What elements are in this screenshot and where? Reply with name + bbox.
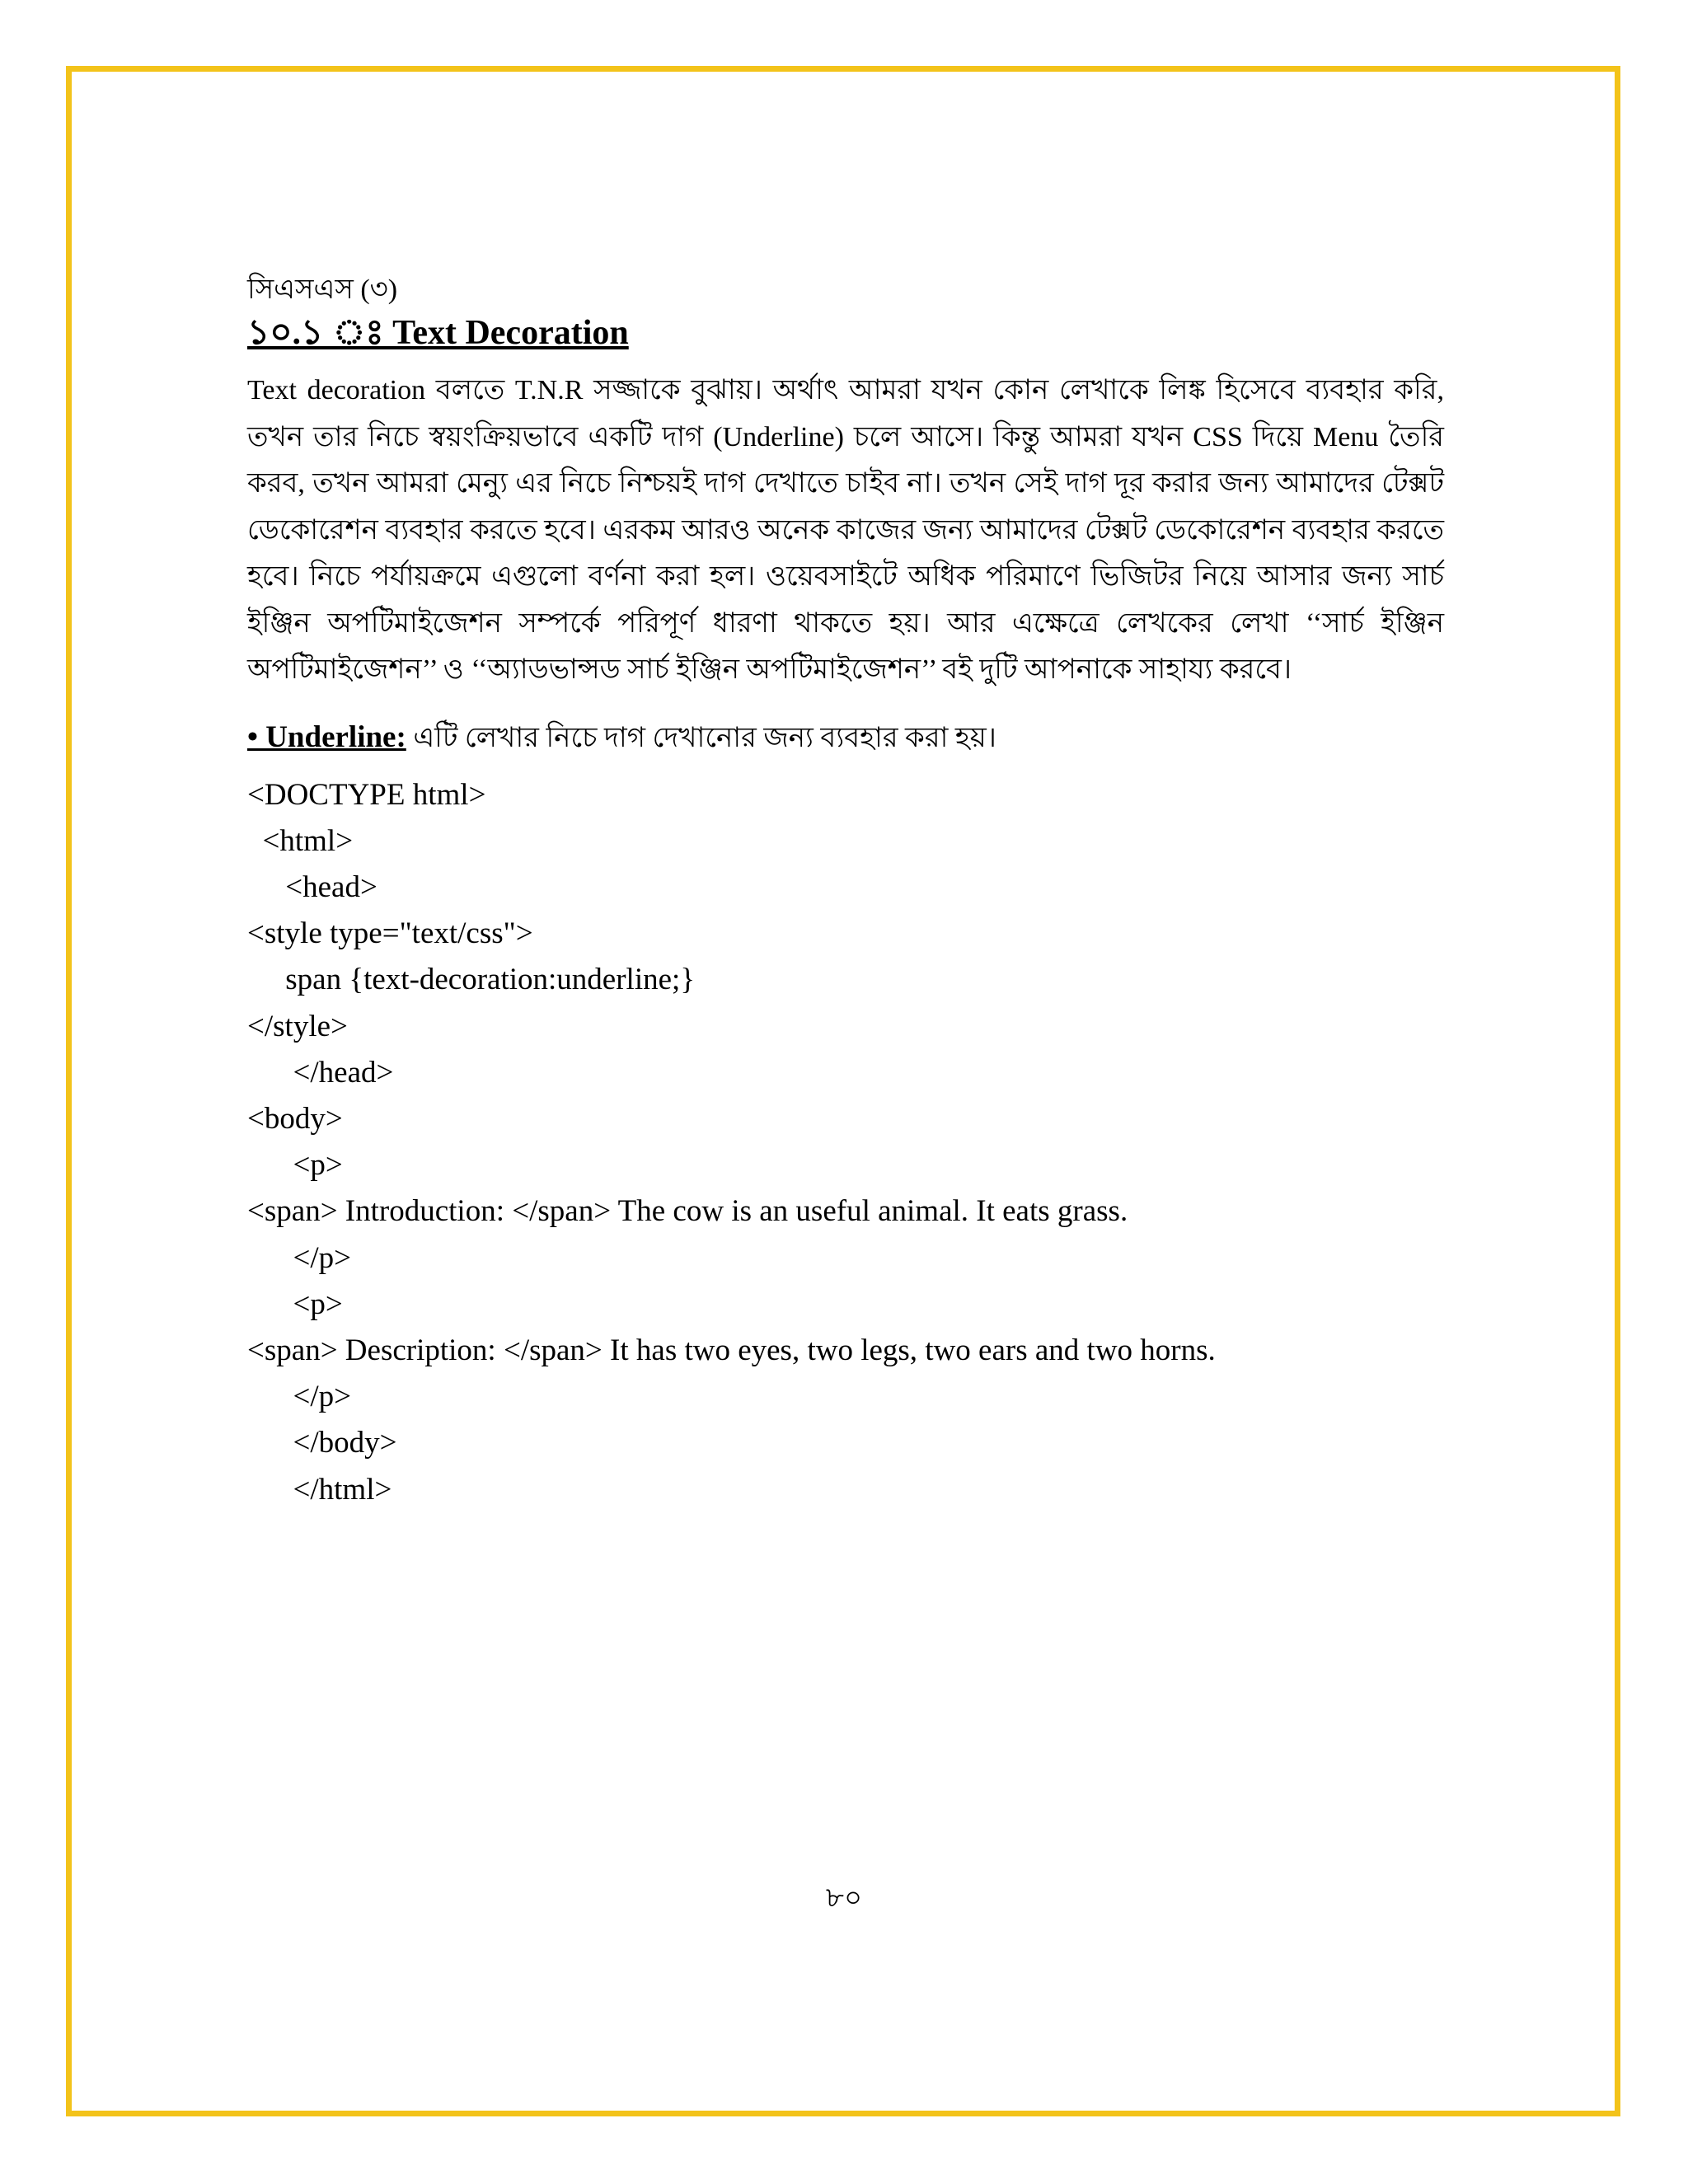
code-line: span {text-decoration:underline;} — [247, 963, 696, 997]
code-line: </html> — [247, 1472, 392, 1507]
code-line: </p> — [247, 1380, 352, 1414]
bullet-text: এটি লেখার নিচে দাগ দেখানোর জন্য ব্যবহার করা হয়। — [406, 722, 996, 753]
body-paragraph: Text decoration বলতে T.N.R সজ্জাকে বুঝায়। অর্থাৎ আমরা যখন কোন লেখাকে লিঙ্ক হিসেবে ব্যবহার করি, তখন তার নিচে স্বয়ংক্রিয়ভাবে একটি দাগ (Underline) চলে আসে। কিন্তু আমরা যখন CSS দিয়ে Menu তৈরি করব, তখন আমরা মেন্যু এর নিচে নিশ্চয়ই দাগ দেখাতে চাইব না। তখন সেই দাগ দূর করার জন্য আমাদের টেক্সট ডেকোরেশন ব্যবহার করতে হবে। এরকম আরও অনেক কাজের জন্য আমাদের টেক্সট ডেকোরেশন ব্যবহার করতে হবে। নিচে পর্যায়ক্রমে এগুলো বর্ণনা করা হল। ওয়েবসাইটে অধিক পরিমাণে ভিজিটর নিয়ে আসার জন্য সার্চ ইঞ্জিন অপটিমাইজেশন সম্পর্কে পরিপূর্ণ ধারণা থাকতে হয়। আর এক্ষেত্রে লেখকের লেখা ‘‘সার্চ ইঞ্জিন অপটিমাইজেশন’’ ও ‘‘অ্যাডভান্সড সার্চ ইঞ্জিন অপটিমাইজেশন’’ বই দুটি আপনাকে সাহায্য করবে। — [247, 375, 1444, 685]
section-title: ১০.১ ঃ Text Decoration — [247, 314, 629, 352]
code-line: </head> — [247, 1055, 394, 1090]
page-number: ৮০ — [825, 1883, 863, 1914]
chapter-heading: সিএসএস (৩) — [247, 274, 398, 305]
code-line: <span> Description: </span> It has two eyes, two legs, two ears and two horns. — [247, 1333, 1216, 1367]
code-line: <body> — [247, 1101, 343, 1136]
page-content — [247, 272, 1444, 1513]
code-line: </style> — [247, 1009, 348, 1043]
code-line: <html> — [247, 823, 354, 858]
code-block — [247, 772, 1444, 1513]
code-line: <head> — [247, 869, 377, 904]
bullet-label: • Underline: — [247, 719, 406, 754]
code-line: </p> — [247, 1240, 352, 1275]
code-line: </body> — [247, 1426, 397, 1460]
bullet-item-underline — [247, 717, 1444, 759]
code-line: <p> — [247, 1148, 343, 1183]
code-line: <DOCTYPE html> — [247, 777, 486, 812]
code-line: <span> Introduction: </span> The cow is an useful animal. It eats grass. — [247, 1194, 1128, 1229]
code-line: <style type="text/css"> — [247, 916, 533, 951]
code-line: <p> — [247, 1286, 343, 1321]
